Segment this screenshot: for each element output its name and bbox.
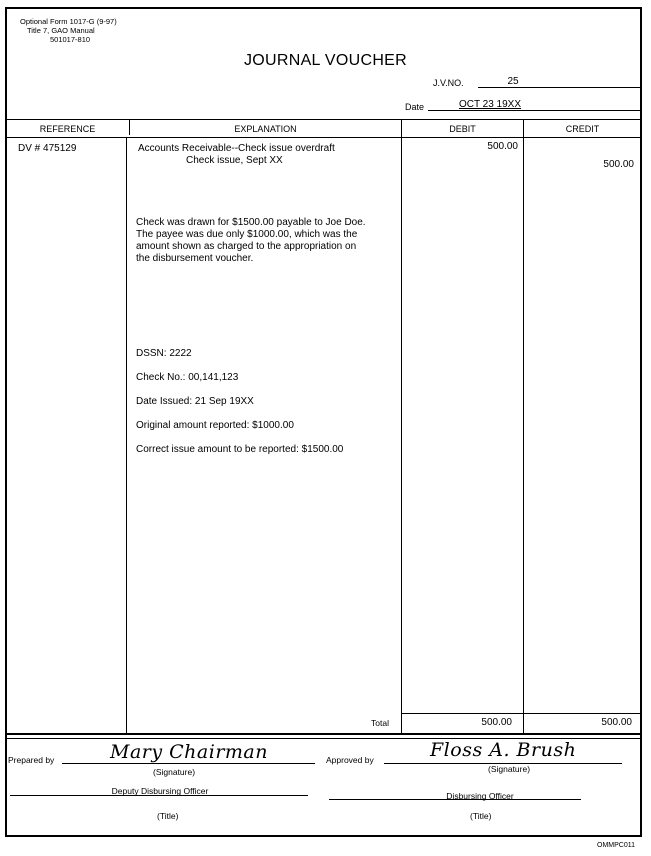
approved-signature: Floss A. Brush [430,739,577,761]
note-line: the disbursement voucher. [136,253,254,264]
entry-explanation-line2: Check issue, Sept XX [186,155,283,166]
date-label: Date [405,102,425,112]
dssn: DSSN: 2222 [136,348,192,359]
date-issued: Date Issued: 21 Sep 19XX [136,396,254,407]
approved-title-line [329,799,581,800]
column-header-credit: CREDIT [565,124,600,134]
note-line: Check was drawn for $1500.00 payable to Joe Doe. [136,217,366,228]
prepared-signature-caption: (Signature) [153,767,196,777]
column-header-reference: REFERENCE [39,124,96,134]
correct-amount: Correct issue amount to be reported: $1500.00 [136,444,344,455]
prepared-title-line [10,795,308,796]
date-value: OCT 23 19XX [458,99,522,110]
jv-number-value: 25 [507,76,519,87]
entry-debit: 500.00 [487,141,518,152]
table-top-border [6,119,641,120]
column-header-explanation: EXPLANATION [234,124,297,134]
col-divider-ref [126,137,127,733]
check-number: Check No.: 00,141,123 [136,372,239,383]
prepared-signature-line [62,763,315,764]
prepared-signature: Mary Chairman [110,741,268,763]
column-header-debit: DEBIT [449,124,476,134]
total-debit: 500.00 [481,717,512,728]
table-header-border [6,137,641,138]
table-bottom-border [6,733,641,735]
note-line: The payee was due only $1000.00, which was the [136,229,358,240]
jv-number-underline [478,87,640,88]
entry-credit: 500.00 [603,159,634,170]
original-amount: Original amount reported: $1000.00 [136,420,294,431]
form-authority: Title 7, GAO Manual [27,26,95,35]
note-line: amount shown as charged to the appropriation on [136,241,357,252]
total-credit: 500.00 [601,717,632,728]
prepared-title-caption: (Title) [157,811,179,821]
page-title: JOURNAL VOUCHER [243,52,408,69]
prepared-title: Deputy Disbursing Officer [111,786,209,796]
approved-signature-caption: (Signature) [488,764,531,774]
form-stock-number: 501017-810 [50,35,91,44]
total-label: Total [371,718,389,728]
entry-reference: DV # 475129 [18,143,77,154]
jv-number-label: J.V.NO. [433,78,464,88]
footer-code: OMMPC011 [597,842,635,849]
date-underline [428,110,640,111]
approved-title-caption: (Title) [470,811,492,821]
totals-top-border [401,713,641,714]
form-number: Optional Form 1017-G (9-97) [20,17,117,26]
col-divider-debit [523,119,524,733]
entry-explanation-line1: Accounts Receivable--Check issue overdraft [138,143,335,154]
approved-title: Disbursing Officer [446,791,514,801]
col-divider-explanation [401,119,402,733]
approved-by-label: Approved by [326,755,374,765]
prepared-by-label: Prepared by [8,755,55,765]
